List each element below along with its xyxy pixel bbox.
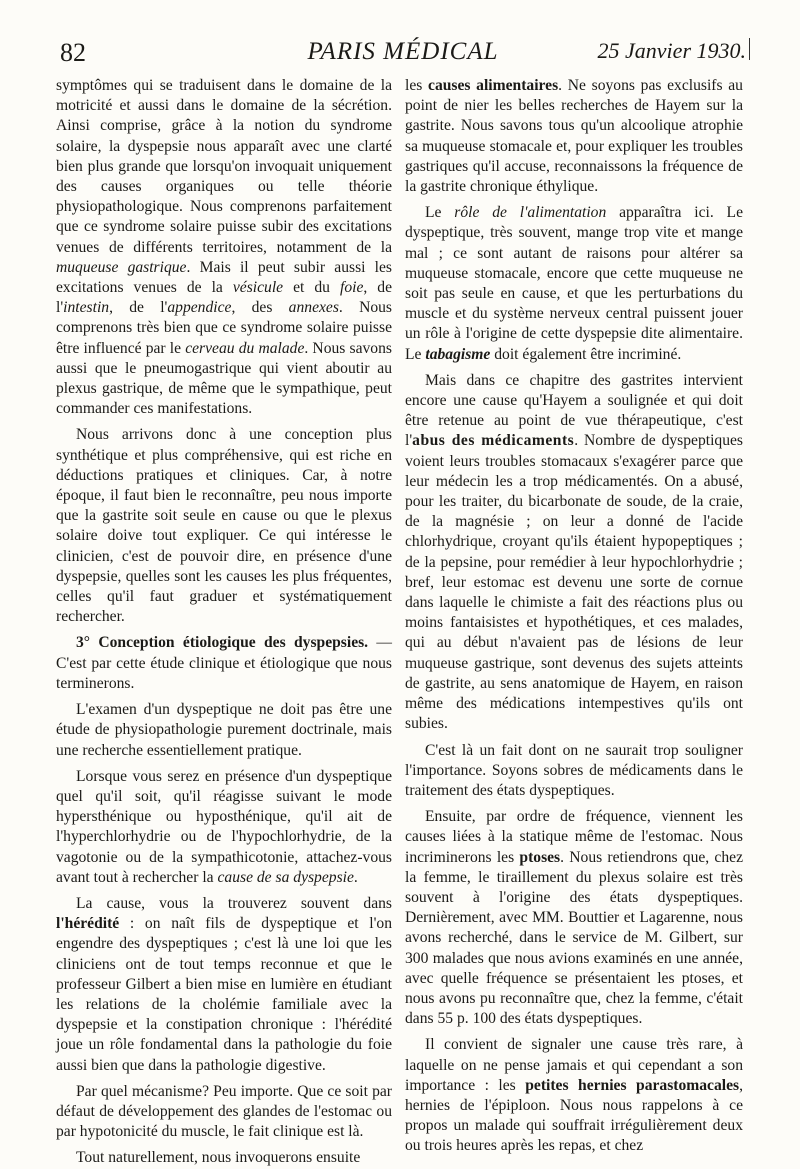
paragraph: Le rôle de l'alimentation apparaîtra ici. Le dyspeptique, très souvent, mange trop vite et mange mal ; ce sont autant de raisons pour altérer sa muqueuse stomacale, encore que cette muqueuse ne soit pas seule en cause, et que les perturbations du muscle et du système nerveux central puissent jouer un rôle à l'origine de cette dyspepsie dite alimentaire. Le tabagisme doit également être incriminé. [405,204,743,363]
paragraph: symptômes qui se traduisent dans le domaine de la motricité et aussi dans le domaine de la sécrétion. Ainsi comprise, grâce à la notion du syndrome solaire, la dyspepsie nous apparaît avec une clarté bien plus grande que lorsqu'on invoquait uniquement des causes organiques ou telle théorie physiopathologique. Nous comprenons parfaitement que ce syndrome solaire puisse subir des excitations venues de différents territoires, notamment de la muqueuse gastrique. Mais il peut subir aussi les excitations venues de la vésicule et du foie, de l'intestin, de l'appendice, des annexes. Nous comprenons très bien que ce syndrome solaire puisse être influencé par le cerveau du malade. Nous savons aussi que le pneumogastrique qui vient aboutir au plexus gastrique, de même que le sympathique, peut commander ces manifestations. [56,77,393,418]
paragraph: Il convient de signaler une cause très rare, à laquelle on ne pense jamais et qui cependant a son importance : les petites hernies parastomacales, hernies de l'épiploon. Nous nous rappelons à ce propos un malade qui souffrait irrégulièrement deux ou trois heures après les repas, et chez [405,1036,743,1155]
paragraph: Par quel mécanisme? Peu importe. Que ce soit par défaut de développement des glandes de l'estomac ou par hypotonicité du muscle, le fait clinique est là. [56,1082,392,1141]
right-column [405,76,743,1155]
paragraph: les causes alimentaires. Ne soyons pas exclusifs au point de nier les belles recherches de Hayem sur la gastrite. Nous savons tous qu'un alcoolique atrophie sa muqueuse stomacale et, pour expliquer les troubles gastriques qu'il accuse, reconnaissons la fréquence de la gastrite chronique éthylique. [405,77,743,196]
issue-date: 25 Janvier 1930. [597,38,746,63]
paragraph: Mais dans ce chapitre des gastrites intervient encore une cause qu'Hayem a soulignée et qui doit être retenue au point de vue thérapeutique, c'est l'abus des médicaments. Nombre de dyspeptiques voient leurs troubles stomacaux s'exagérer parce que leur médecin les a trop médicamentés. On a abusé, pour les traiter, du bicarbonate de soude, de la craie, de la magnésie ; on leur a donné de l'acide chlorhydrique, croyant qu'ils étaient hypopeptiques ; de la pepsine, pour remédier à leur hypochlorhydrie ; bref, leur estomac est devenu une sorte de cornue dans laquelle le chimiste a fait des réactions plus ou moins fantaisistes et hypothétiques, et ces malades, qui au début n'avaient pas de lésions de leur muqueuse gastrique, sont devenus des sujets atteints de gastrite, au sens anatomique de Hayem, en raison même des médications intempestives qu'ils ont subies. [405,371,743,733]
paragraph: L'examen d'un dyspeptique ne doit pas être une étude de physiopathologie purement doctrinale, mais une recherche essentiellement pratique. [56,701,392,759]
section-heading: 3° Conception étiologique des dyspepsies. [76,634,369,652]
page-header [60,38,746,78]
paragraph: Tout naturellement, nous invoquerons ensuite [76,1149,361,1167]
paragraph: C'est là un fait dont on ne saurait trop souligner l'importance. Soyons sobres de médicaments dans le traitement des états dyspeptiques. [405,741,743,799]
page-edge-rule [749,38,750,60]
paragraph: Lorsque vous serez en présence d'un dyspeptique quel qu'il soit, qu'il réagisse suivant le mode hypersthénique ou hyposthénique, qu'il ait de l'hyperchlorhydrie ou de l'hypochlorhydrie, de la vagotonie ou de la sympathicotonie, attachez-vous avant tout à rechercher la cause de sa dyspepsie. [56,767,392,886]
section-heading-paragraph: 3° Conception étiologique des dyspepsies. — C'est par cette étude clinique et étiologique que nous terminerons. [56,634,392,692]
page-number: 82 [60,38,86,67]
paragraph: La cause, vous la trouverez souvent dans l'hérédité : on naît fils de dyspeptique et l'on engendre des dyspeptiques ; c'est là une loi que les cliniciens ont de tout temps reconnue et que le professeur Gilbert a bien mise en lumière en étudiant les relations de la cholémie familiale avec la dyspepsie et la constipation chronique : l'hérédité joue un rôle fondamental dans la pathologie du foie aussi bien que dans la pathologie digestive. [56,894,392,1074]
journal-title: PARIS MÉDICAL [307,38,499,65]
paragraph: Ensuite, par ordre de fréquence, viennent les causes liées à la statique même de l'estomac. Nous incriminerons les ptoses. Nous retiendrons que, chez la femme, le tiraillement du plexus solaire est très souvent à l'origine des états dyspeptiques. Dernièrement, avec MM. Bouttier et Lagarenne, nous avons recherché, dans le service de M. Gilbert, sur 300 malades que nous avions examinés en une année, avec quelle fréquence se présentaient les ptoses, et nous avons pu reconnaître que, chez la femme, c'était dans 55 p. 100 des états dyspeptiques. [405,808,743,1028]
paragraph: Nous arrivons donc à une conception plus synthétique et plus compréhensive, qui est riche en déductions pratiques et cliniques. Car, à notre époque, il faut bien le reconnaître, peu nous importe que la gastrite soit seule en cause ou que le plexus solaire doive tout expliquer. Ce qui intéresse le clinicien, c'est de pouvoir dire, en présence d'une dyspepsie, quelles sont les causes les plus fréquentes, celles qu'il faut graduer et systématiquement rechercher. [56,426,392,626]
left-column [56,76,393,1167]
